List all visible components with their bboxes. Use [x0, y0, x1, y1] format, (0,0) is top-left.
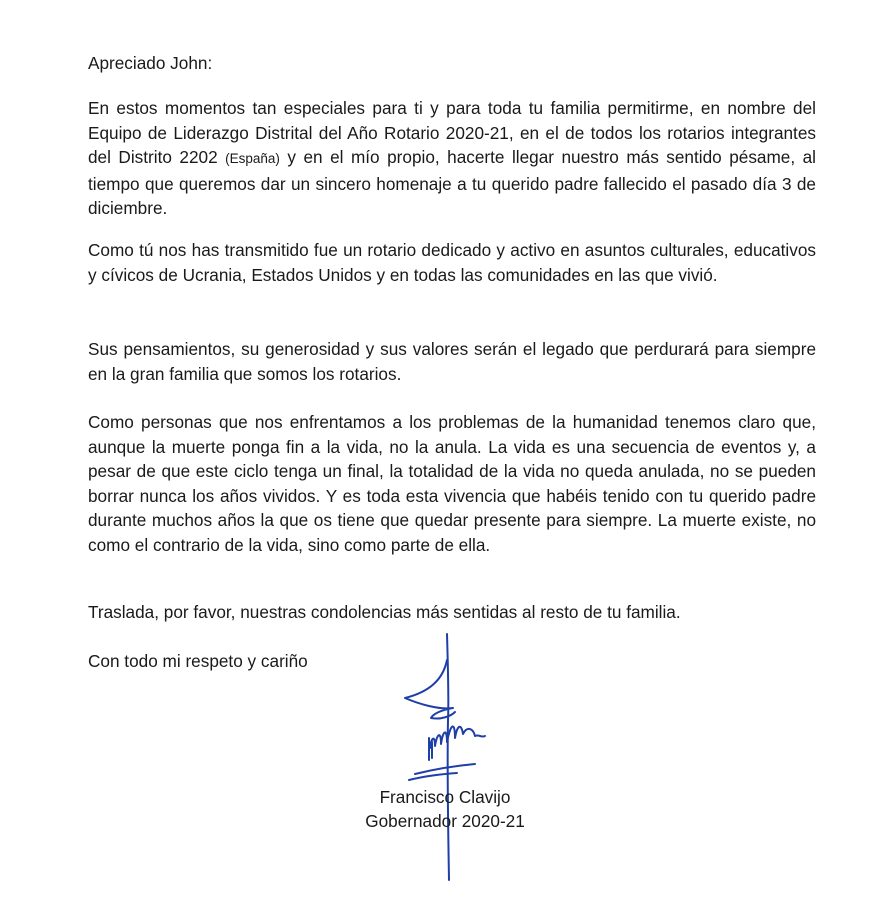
- handwritten-signature: [395, 630, 505, 890]
- letter-closing: Con todo mi respeto y cariño: [88, 651, 308, 671]
- signer-name: Francisco Clavijo: [379, 787, 511, 807]
- signer-title: Gobernador 2020-21: [365, 811, 525, 831]
- paragraph-condolences-end: y en el mío propio, hacerte llegar nuestro más sentido pésame, al tiempo que queremos dar un sincero homenaje a tu querido padre fallecido el pasado día 3 de diciembre.: [88, 147, 816, 219]
- paragraph-family: Traslada, por favor, nuestras condolencias más sentidas al resto de tu familia.: [88, 602, 681, 622]
- country-note: (España): [225, 151, 280, 167]
- paragraph-legacy: Sus pensamientos, su generosidad y sus valores serán el legado que perdurará para siempre en la gran familia que somos los rotarios.: [88, 339, 816, 384]
- paragraph-reflection: Como personas que nos enfrentamos a los problemas de la humanidad tenemos claro que, aunque la muerte ponga fin a la vida, no la anula. La vida es una secuencia de eventos y, a pesar de que este ciclo tenga un final, la totalidad de la vida no queda anulada, no se pueden borrar nunca los años vividos. Y es toda esta vivencia que habéis tenido con tu querido padre durante muchos años la que os tiene que quedar presente para siempre. La muerte existe, no como el contrario de la vida, sino como parte de ella.: [88, 412, 816, 555]
- letter-greeting: Apreciado John:: [88, 53, 213, 73]
- paragraph-condolences-start: En estos momentos tan especiales para ti y para toda tu familia permitirme, en nombre del Equipo de Liderazgo Distrital del Año Rotario 2020-21, en el de todos los rotarios integrantes del Distrito 2202: [88, 98, 816, 168]
- paragraph-condolences: [88, 96, 816, 221]
- paragraph-tribute: Como tú nos has transmitido fue un rotario dedicado y activo en asuntos culturales, educativos y cívicos de Ucrania, Estados Unidos y en todas las comunidades en las que vivió.: [88, 240, 816, 285]
